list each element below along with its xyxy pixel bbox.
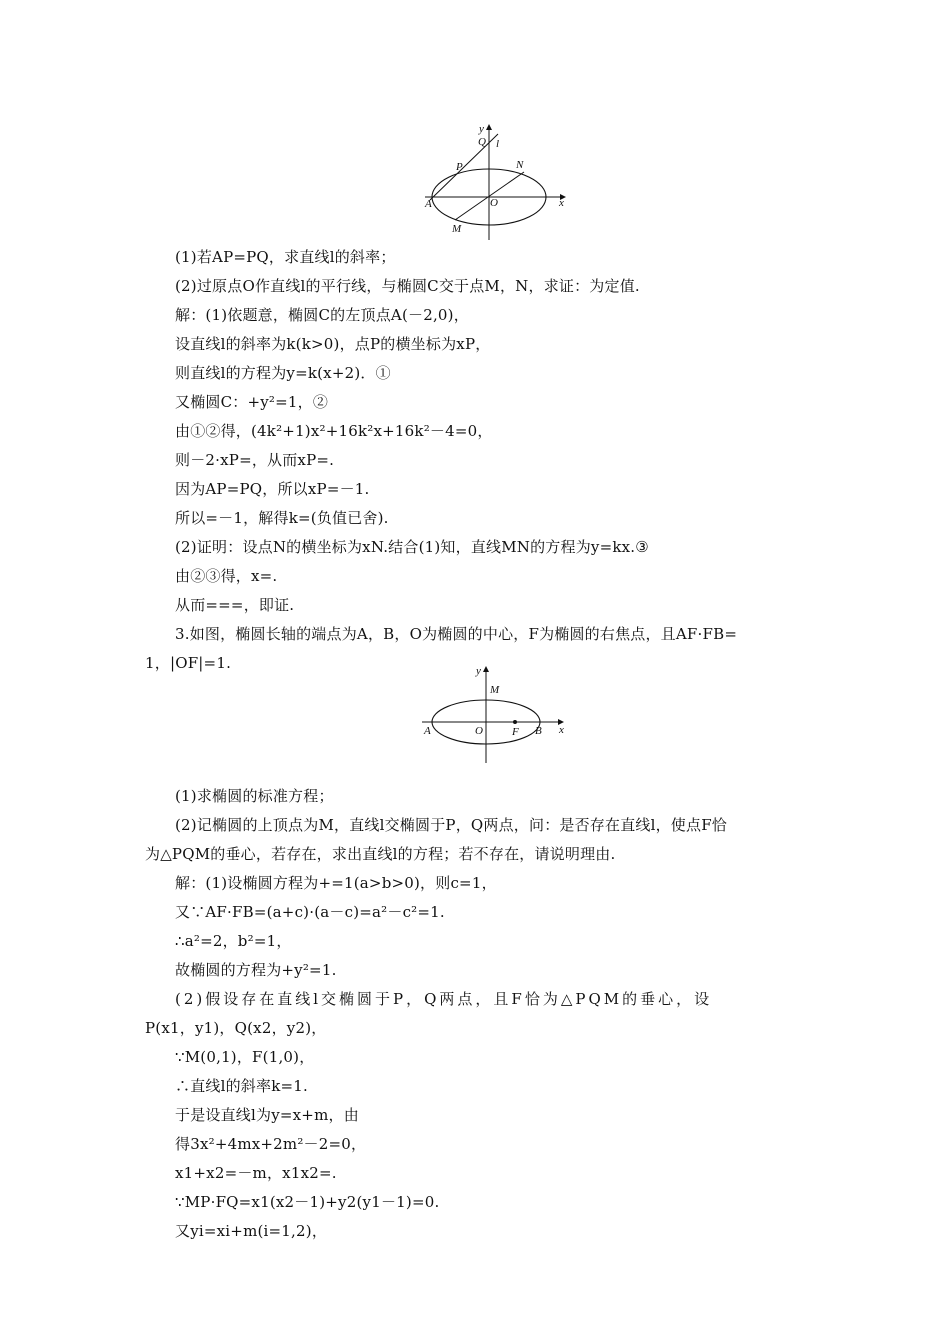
- label-a: A: [424, 725, 431, 737]
- label-l: l: [496, 138, 500, 150]
- text-line: (1)若AP=PQ，求直线l的斜率；: [175, 248, 396, 266]
- text-line: 又椭圆C：+y²=1，②: [175, 393, 329, 411]
- label-o: O: [475, 725, 483, 737]
- text-line: (2)假设存在直线l交椭圆于P，Q两点，且F恰为△PQM的垂心，设: [175, 990, 713, 1008]
- text-line: ∴a²=2，b²=1，: [175, 932, 292, 950]
- label-q: Q: [478, 136, 486, 148]
- label-a: A: [425, 198, 432, 210]
- text-line: 解：(1)依题意，椭圆C的左顶点A(－2,0)，: [175, 306, 469, 324]
- y-axis-arrow: [486, 124, 492, 130]
- label-x: x: [559, 724, 564, 736]
- label-m: M: [490, 684, 500, 696]
- text-line: 从而===，即证.: [175, 596, 295, 614]
- text-line: (2)过原点O作直线l的平行线，与椭圆C交于点M，N，求证：为定值.: [175, 277, 640, 295]
- line-l: [430, 134, 498, 200]
- label-p: P: [456, 161, 463, 173]
- text-line: ∴直线l的斜率k=1.: [175, 1077, 308, 1095]
- label-f: F: [512, 726, 519, 738]
- text-line: 则－2·xP=，从而xP=.: [175, 451, 335, 469]
- text-line: 解：(1)设椭圆方程为+=1(a>b>0)，则c=1，: [175, 874, 497, 892]
- problem-3-statement: 3.如图，椭圆长轴的端点为A，B，O为椭圆的中心，F为椭圆的右焦点，且AF·FB=: [175, 625, 738, 643]
- problem-3-statement-cont: 1，|OF|=1.: [145, 654, 232, 672]
- text-line: 为△PQM的垂心，若存在，求出直线l的方程；若不存在，请说明理由.: [145, 845, 616, 863]
- text-line: 又yi=xi+m(i=1,2)，: [175, 1222, 328, 1240]
- ellipse-figure-1: [420, 120, 570, 245]
- focus-point-f: [513, 720, 517, 724]
- text-line: (2)记椭圆的上顶点为M，直线l交椭圆于P，Q两点，问：是否存在直线l，使点F恰: [175, 816, 728, 834]
- label-x: x: [559, 197, 564, 209]
- text-line: 得3x²+4mx+2m²－2=0，: [175, 1135, 367, 1153]
- text-line: P(x1，y1)，Q(x2，y2)，: [145, 1019, 327, 1037]
- label-m: M: [452, 223, 462, 235]
- text-line: 又∵AF·FB=(a+c)·(a－c)=a²－c²=1.: [175, 903, 445, 921]
- text-line: ∵M(0,1)，F(1,0)，: [175, 1048, 315, 1066]
- label-n: N: [516, 159, 524, 171]
- label-o: O: [490, 197, 498, 209]
- text-line: 所以=－1，解得k=(负值已舍).: [175, 509, 389, 527]
- text-line: 因为AP=PQ，所以xP=－1.: [175, 480, 370, 498]
- text-line: (2)证明：设点N的横坐标为xN.结合(1)知，直线MN的方程为y=kx.③: [175, 538, 649, 556]
- text-line: (1)求椭圆的标准方程；: [175, 787, 334, 805]
- text-line: 由②③得，x=.: [175, 567, 278, 585]
- text-line: 则直线l的方程为y=k(x+2)．①: [175, 364, 391, 382]
- ellipse-figure-2: [420, 660, 570, 765]
- label-y: y: [479, 123, 484, 135]
- text-line: 由①②得，(4k²+1)x²+16k²x+16k²－4=0，: [175, 422, 493, 440]
- text-line: 故椭圆的方程为+y²=1.: [175, 961, 337, 979]
- label-b: B: [535, 725, 542, 737]
- text-line: ∵MP·FQ=x1(x2－1)+y2(y1－1)=0.: [175, 1193, 440, 1211]
- text-line: 于是设直线l为y=x+m，由: [175, 1106, 359, 1124]
- text-line: 设直线l的斜率为k(k>0)，点P的横坐标为xP，: [175, 335, 491, 353]
- label-y: y: [476, 665, 481, 677]
- text-line: x1+x2=－m，x1x2=.: [175, 1164, 337, 1182]
